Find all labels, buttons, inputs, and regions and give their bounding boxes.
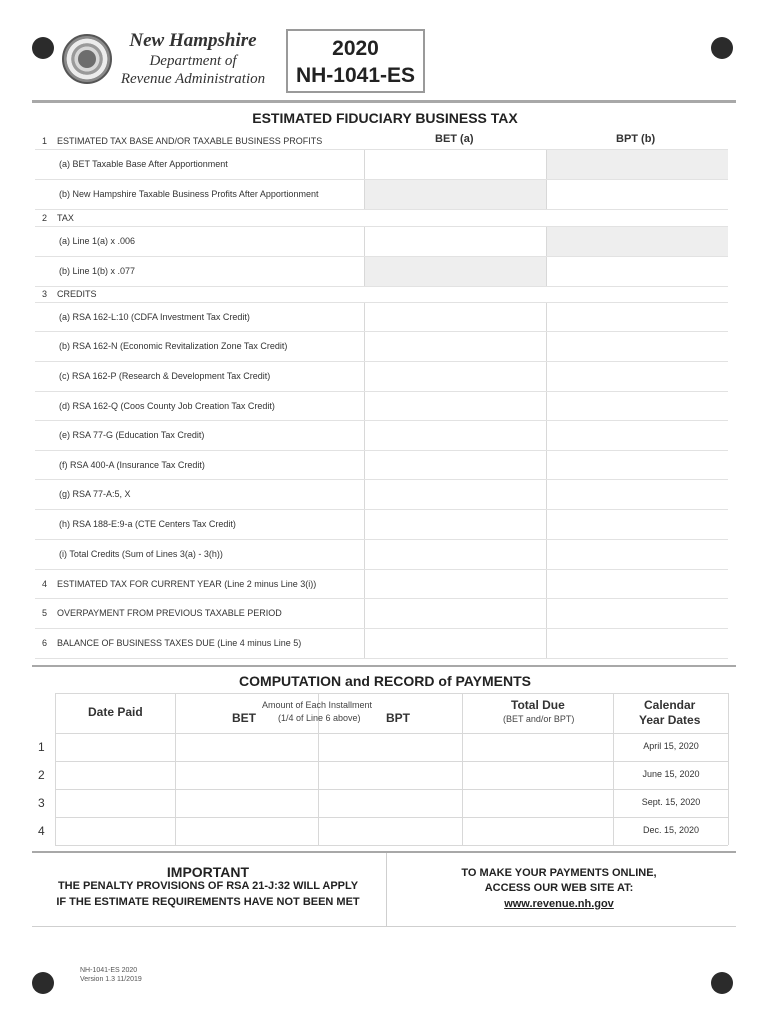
bpt-installment-field[interactable] bbox=[319, 790, 463, 817]
installment-number: 4 bbox=[38, 824, 45, 838]
line-label: (h) RSA 188-E:9-a (CTE Centers Tax Credit) bbox=[59, 519, 236, 529]
state-seal-icon bbox=[62, 34, 112, 84]
bet-amount-field[interactable] bbox=[364, 480, 546, 509]
column-header-bet: BET (a) bbox=[435, 133, 474, 145]
tax-line-row bbox=[35, 540, 728, 570]
tax-line-row bbox=[35, 303, 728, 332]
bpt-amount-field[interactable] bbox=[546, 303, 728, 331]
bpt-amount-field[interactable] bbox=[546, 629, 728, 658]
bet-installment-field[interactable] bbox=[176, 790, 319, 817]
bet-installment-field[interactable] bbox=[176, 818, 319, 845]
line-label: TAX bbox=[57, 212, 74, 223]
divider bbox=[32, 100, 736, 103]
bpt-amount-field[interactable] bbox=[546, 540, 728, 569]
tax-line-row bbox=[35, 332, 728, 362]
line-label: ESTIMATED TAX BASE AND/OR TAXABLE BUSINESS PROFITS bbox=[57, 135, 323, 146]
bpt-amount-field[interactable] bbox=[546, 362, 728, 391]
amount-fraction-note: (1/4 of Line 6 above) bbox=[278, 713, 361, 723]
bet-amount-field[interactable] bbox=[364, 392, 546, 420]
line-label: OVERPAYMENT FROM PREVIOUS TAXABLE PERIOD bbox=[57, 608, 282, 618]
form-id-box bbox=[286, 29, 425, 93]
bet-amount-field[interactable] bbox=[364, 629, 546, 658]
website-link[interactable]: www.revenue.nh.gov bbox=[504, 898, 614, 910]
line-number: 4 bbox=[42, 578, 48, 589]
footer-version: Version 1.3 11/2019 bbox=[80, 976, 142, 983]
installment-number: 3 bbox=[38, 796, 45, 810]
line-label: BALANCE OF BUSINESS TAXES DUE (Line 4 minus Line 5) bbox=[57, 638, 302, 648]
tax-line-row bbox=[35, 257, 728, 287]
due-date: June 15, 2020 bbox=[642, 769, 700, 779]
bet-amount-field[interactable] bbox=[364, 599, 546, 628]
bet-amount-field[interactable] bbox=[364, 510, 546, 539]
due-date: Dec. 15, 2020 bbox=[642, 825, 700, 835]
tax-line-row bbox=[35, 362, 728, 392]
bet-installment-field[interactable] bbox=[176, 762, 319, 789]
total-due-field[interactable] bbox=[463, 762, 613, 789]
agency-line-2: Department of bbox=[149, 53, 237, 69]
tax-line-row bbox=[35, 570, 728, 599]
amount-installment-note: Amount of Each Installment bbox=[262, 700, 373, 710]
bet-amount-field[interactable] bbox=[364, 540, 546, 569]
online-line-1: TO MAKE YOUR PAYMENTS ONLINE, bbox=[461, 867, 657, 879]
bpt-amount-field[interactable] bbox=[546, 257, 728, 286]
table-rule bbox=[55, 845, 728, 846]
notice-line-2: IF THE ESTIMATE REQUIREMENTS HAVE NOT BEEN MET bbox=[56, 896, 360, 908]
total-due-field[interactable] bbox=[463, 734, 613, 761]
tax-line-row bbox=[35, 180, 728, 210]
installment-number: 2 bbox=[38, 768, 45, 782]
line-label: (i) Total Credits (Sum of Lines 3(a) - 3(h)) bbox=[59, 549, 223, 559]
line-label: (f) RSA 400-A (Insurance Tax Credit) bbox=[59, 459, 205, 470]
line-label: (b) New Hampshire Taxable Business Profits After Apportionment bbox=[59, 189, 319, 199]
line-label: (a) Line 1(a) x .006 bbox=[59, 236, 136, 246]
installment-number: 1 bbox=[38, 740, 45, 754]
bpt-amount-field[interactable] bbox=[546, 392, 728, 420]
bpt-installment-field[interactable] bbox=[319, 734, 463, 761]
section-title-estimated-tax: ESTIMATED FIDUCIARY BUSINESS TAX bbox=[252, 110, 518, 126]
tax-line-row bbox=[35, 629, 728, 659]
bet-amount-field[interactable] bbox=[364, 362, 546, 391]
due-date: April 15, 2020 bbox=[643, 741, 699, 751]
column-header-calendar: Calendar bbox=[644, 698, 696, 712]
tax-line-row bbox=[35, 421, 728, 451]
date-paid-field[interactable] bbox=[56, 818, 176, 845]
bet-amount-field[interactable] bbox=[364, 421, 546, 450]
column-header-date-paid: Date Paid bbox=[88, 705, 143, 719]
bpt-amount-field[interactable] bbox=[546, 332, 728, 361]
bpt-amount-field[interactable] bbox=[546, 570, 728, 598]
line-label: (e) RSA 77-G (Education Tax Credit) bbox=[59, 430, 205, 440]
total-due-field[interactable] bbox=[463, 818, 613, 845]
notice-line-1: THE PENALTY PROVISIONS OF RSA 21-J:32 WILL APPLY bbox=[57, 880, 359, 892]
line-number: 3 bbox=[42, 289, 48, 299]
line-label: (a) RSA 162-L:10 (CDFA Investment Tax Credit) bbox=[59, 311, 250, 322]
tax-line-row bbox=[35, 392, 728, 421]
line-number: 5 bbox=[42, 608, 48, 618]
bpt-installment-field[interactable] bbox=[319, 762, 463, 789]
punch-hole-bottom-right bbox=[711, 972, 733, 994]
tax-line-row bbox=[35, 287, 728, 303]
bpt-amount-field[interactable] bbox=[546, 180, 728, 209]
punch-hole-bottom-left bbox=[32, 972, 54, 994]
line-label: ESTIMATED TAX FOR CURRENT YEAR (Line 2 minus Line 3(i)) bbox=[57, 578, 317, 589]
tax-line-row bbox=[35, 599, 728, 629]
form-year: 2020 bbox=[332, 37, 379, 60]
bet-amount-field bbox=[364, 180, 546, 209]
column-header-total-due: Total Due bbox=[511, 698, 565, 712]
column-header-bpt: BPT (b) bbox=[616, 133, 656, 145]
notice-divider bbox=[386, 853, 387, 926]
line-label: (c) RSA 162-P (Research & Development Tax Credit) bbox=[59, 371, 271, 381]
bet-amount-field[interactable] bbox=[364, 150, 546, 179]
line-label: (a) BET Taxable Base After Apportionment bbox=[59, 159, 228, 169]
bpt-amount-field[interactable] bbox=[546, 480, 728, 509]
punch-hole-top-left bbox=[32, 37, 54, 59]
bpt-amount-field[interactable] bbox=[546, 510, 728, 539]
tax-line-row bbox=[35, 150, 728, 180]
line-number: 2 bbox=[42, 212, 48, 223]
tax-line-row bbox=[35, 451, 728, 480]
bpt-amount-field[interactable] bbox=[546, 599, 728, 628]
tax-line-row bbox=[35, 480, 728, 510]
notice-bottom-rule bbox=[32, 926, 736, 927]
online-line-2: ACCESS OUR WEB SITE AT: bbox=[484, 882, 634, 894]
divider bbox=[32, 851, 736, 853]
column-header-payment-bet: BET bbox=[232, 711, 256, 725]
agency-line-3: Revenue Administration bbox=[120, 71, 266, 87]
line-label: CREDITS bbox=[57, 289, 97, 299]
column-header-year-dates: Year Dates bbox=[639, 713, 701, 727]
table-rule bbox=[55, 693, 728, 694]
form-number: NH-1041-ES bbox=[295, 64, 416, 87]
bet-amount-field[interactable] bbox=[364, 303, 546, 331]
due-date: Sept. 15, 2020 bbox=[641, 797, 701, 807]
footer-form-id: NH-1041-ES 2020 bbox=[80, 967, 138, 974]
notice-title: IMPORTANT bbox=[166, 864, 250, 880]
bpt-amount-field bbox=[546, 227, 728, 256]
bpt-amount-field bbox=[546, 150, 728, 179]
agency-name bbox=[108, 30, 278, 88]
section-title-payments: COMPUTATION and RECORD of PAYMENTS bbox=[239, 673, 531, 689]
bet-amount-field bbox=[364, 257, 546, 286]
form-footer bbox=[80, 966, 142, 984]
tax-line-row bbox=[35, 133, 728, 150]
bet-amount-field[interactable] bbox=[364, 570, 546, 598]
bet-amount-field[interactable] bbox=[364, 227, 546, 256]
date-paid-field[interactable] bbox=[56, 790, 176, 817]
total-due-note: (BET and/or BPT) bbox=[503, 714, 575, 724]
bet-installment-field[interactable] bbox=[176, 734, 319, 761]
tax-line-row bbox=[35, 227, 728, 257]
line-number: 1 bbox=[42, 135, 48, 146]
line-label: (b) Line 1(b) x .077 bbox=[59, 266, 136, 276]
date-paid-field[interactable] bbox=[56, 762, 176, 789]
divider bbox=[32, 665, 736, 667]
bpt-amount-field[interactable] bbox=[546, 451, 728, 479]
bet-amount-field[interactable] bbox=[364, 451, 546, 479]
column-header-payment-bpt: BPT bbox=[386, 711, 410, 725]
agency-line-1: New Hampshire bbox=[129, 30, 257, 51]
line-label: (d) RSA 162-Q (Coos County Job Creation Tax Credit) bbox=[59, 400, 275, 411]
tax-line-row bbox=[35, 210, 728, 227]
date-paid-field[interactable] bbox=[56, 734, 176, 761]
total-due-field[interactable] bbox=[463, 790, 613, 817]
line-label: (g) RSA 77-A:5, X bbox=[59, 489, 131, 499]
line-label: (b) RSA 162-N (Economic Revitalization Zone Tax Credit) bbox=[59, 341, 288, 351]
bpt-installment-field[interactable] bbox=[319, 818, 463, 845]
tax-line-row bbox=[35, 510, 728, 540]
bet-amount-field[interactable] bbox=[364, 332, 546, 361]
punch-hole-top-right bbox=[711, 37, 733, 59]
line-number: 6 bbox=[42, 638, 48, 648]
bpt-amount-field[interactable] bbox=[546, 421, 728, 450]
